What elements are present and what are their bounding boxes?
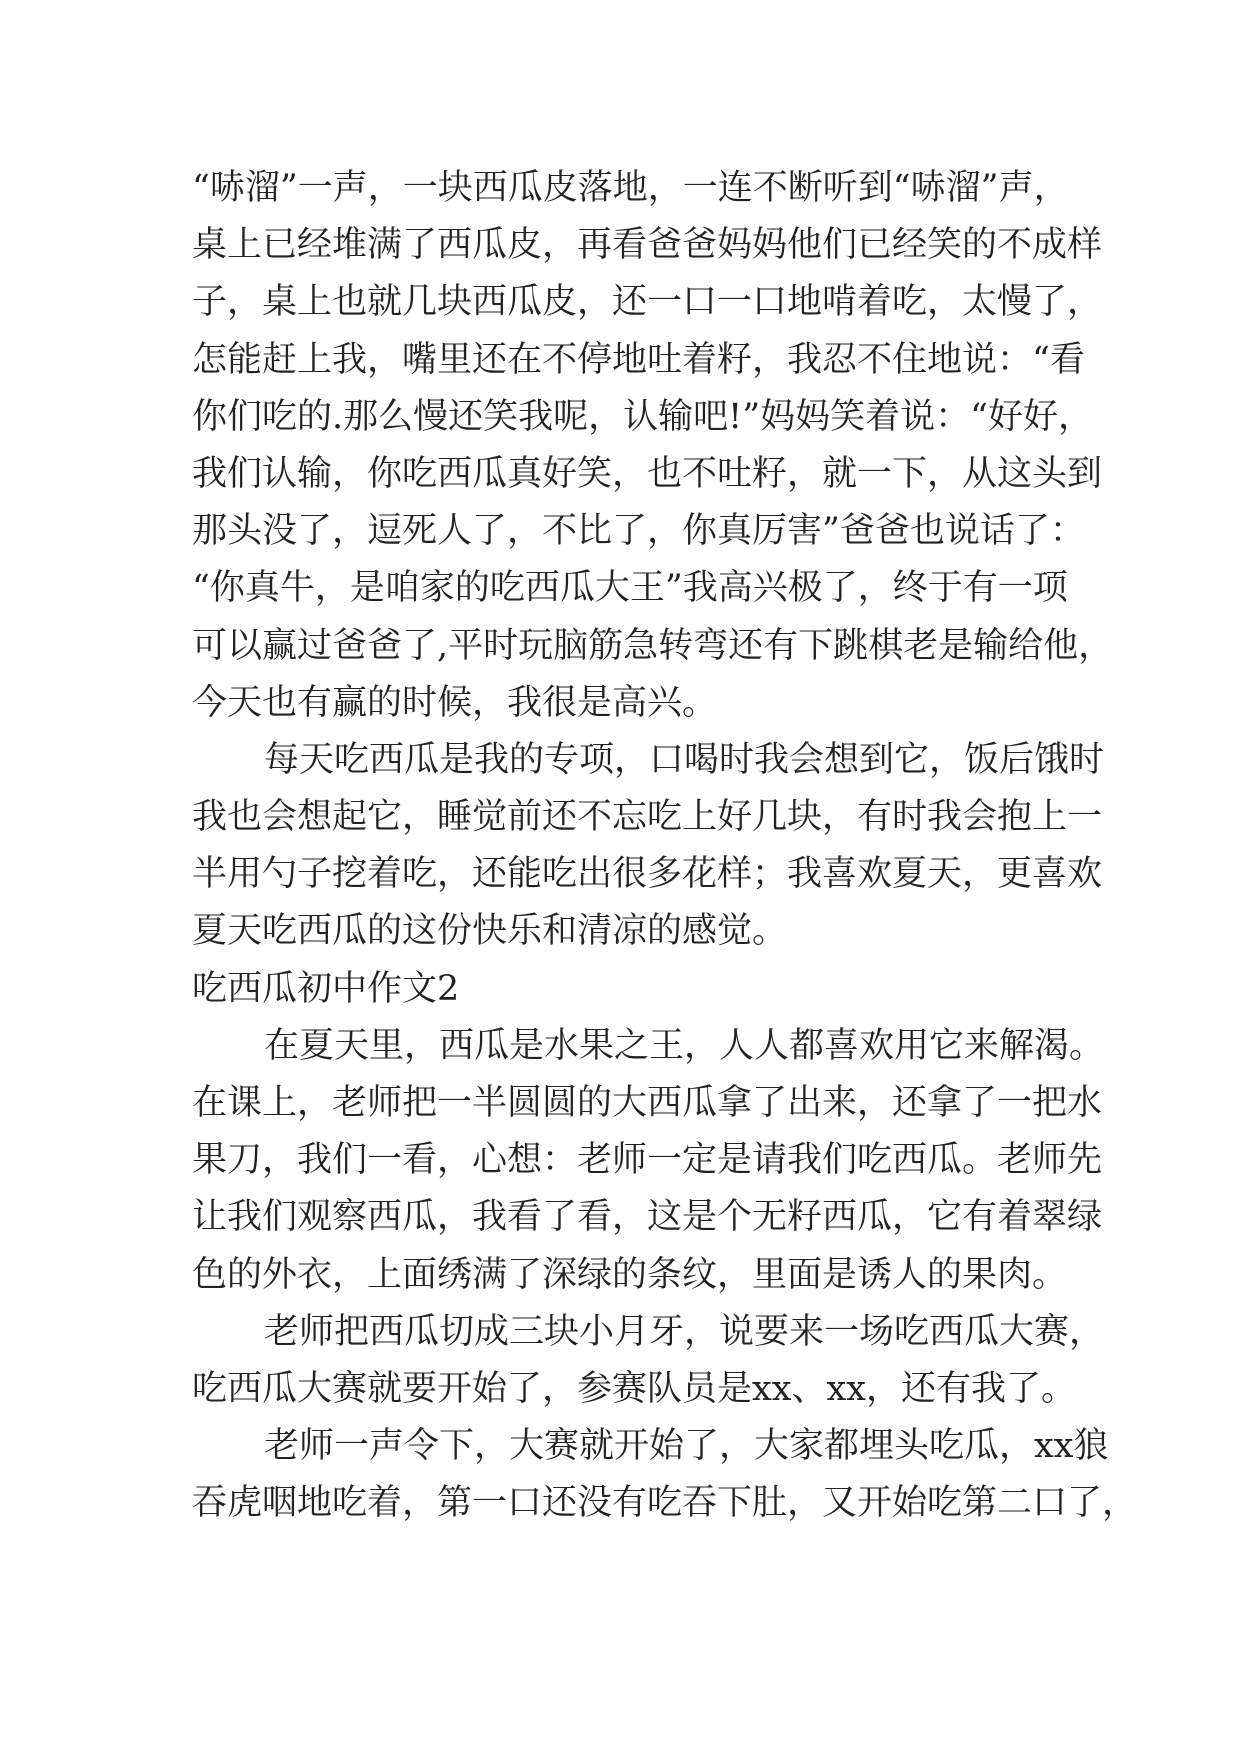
paragraph-start-line: 每天吃西瓜是我的专项，口喝时我会想到它，饭后饿时 (264, 739, 1105, 780)
text-line: 那头没了，逗死人了，不比了，你真厉害”爸爸也说话了： (192, 511, 1085, 552)
section-heading: 吃西瓜初中作文2 (192, 968, 460, 1009)
text-line: 吃西瓜大赛就要开始了，参赛队员是xx、xx，还有我了。 (192, 1368, 1076, 1409)
paragraph-start-line: 老师把西瓜切成三块小月牙，说要来一场吃西瓜大赛， (264, 1311, 1105, 1352)
text-line: 你们吃的.那么慢还笑我呢，认输吧!”妈妈笑着说：“好好， (192, 396, 1093, 437)
text-line: 今天也有赢的时候，我很是高兴。 (192, 682, 718, 723)
paragraph-start-line: 在夏天里，西瓜是水果之王，人人都喜欢用它来解渴。 (264, 1025, 1105, 1066)
text-line: 可以赢过爸爸了,平时玩脑筋急转弯还有下跳棋老是输给他， (192, 625, 1114, 666)
text-line: 在课上，老师把一半圆圆的大西瓜拿了出来，还拿了一把水 (192, 1083, 1103, 1123)
text-line: 夏天吃西瓜的这份快乐和清凉的感觉。 (192, 911, 788, 952)
text-line: “你真牛，是咱家的吃西瓜大王”我高兴极了，终于有一项 (192, 568, 1068, 609)
text-line: 子，桌上也就几块西瓜皮，还一口一口地啃着吃，太慢了， (192, 282, 1103, 323)
text-line: 色的外衣，上面绣满了深绿的条纹，里面是诱人的果肉。 (192, 1254, 1068, 1295)
text-line: 怎能赶上我，嘴里还在不停地吐着籽，我忍不住地说：“看 (192, 339, 1085, 380)
text-line: 桌上已经堆满了西瓜皮，再看爸爸妈妈他们已经笑的不成样 (192, 225, 1103, 266)
text-line: 我们认输，你吃西瓜真好笑，也不吐籽，就一下，从这头到 (192, 453, 1103, 494)
text-line: 果刀，我们一看，心想：老师一定是请我们吃西瓜。老师先 (192, 1140, 1103, 1181)
paragraph-start-line: 老师一声令下，大赛就开始了，大家都埋头吃瓜，xx狼 (264, 1426, 1109, 1467)
text-line: 让我们观察西瓜，我看了看，这是个无籽西瓜，它有着翠绿 (192, 1197, 1103, 1238)
essay-body (192, 160, 1138, 1533)
text-line: 吞虎咽地吃着，第一口还没有吃吞下肚，又开始吃第二口了， (192, 1483, 1138, 1524)
text-line: 半用勺子挖着吃，还能吃出很多花样；我喜欢夏天，更喜欢 (192, 854, 1103, 895)
text-line: “哧溜”一声，一块西瓜皮落地，一连不断听到“哧溜”声， (192, 168, 1069, 208)
text-line: 我也会想起它，睡觉前还不忘吃上好几块，有时我会抱上一 (192, 797, 1103, 838)
